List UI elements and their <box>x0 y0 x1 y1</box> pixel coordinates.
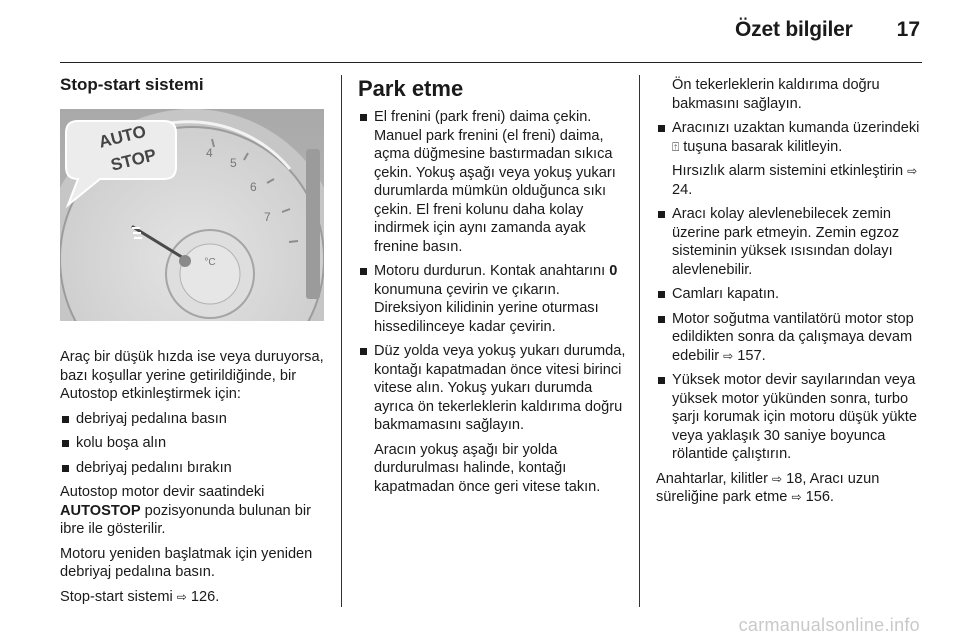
section-title-park-etme: Park etme <box>358 76 464 101</box>
tick-label: 7 <box>264 209 271 224</box>
text-span: Motoru durdurun. Kontak anahtarını <box>374 263 610 279</box>
text-span: Hırsızlık alarm sistemini etkinleştirin <box>672 163 908 179</box>
paragraph-autostop <box>60 483 328 539</box>
text-span: Autostop motor devir saatindeki <box>60 484 265 500</box>
list-item <box>358 262 626 336</box>
temp-gauge-label: °C <box>204 256 216 268</box>
autostop-badge-line1: AUTO <box>96 121 148 152</box>
tick-label: 6 <box>250 179 257 194</box>
page-number: 17 <box>896 18 920 41</box>
text-span: konumuna çevirin ve çıkarın. Direksiyon kilidinin yerine oturması hissedilinceye kadar çevirin. <box>374 281 599 335</box>
sub-paragraph: Aracın yokuş aşağı bir yolda durdurulması halinde, kontağı kapatmadan önce geri vitese takın. <box>374 441 601 495</box>
reference-arrow-icon[interactable]: ⇨ <box>723 348 734 363</box>
reference-text: Stop-start sistemi <box>60 588 177 605</box>
reference-arrow-icon: ⇨ <box>907 164 918 178</box>
text-span: 18, Aracı uzun süreliğine park etme <box>656 470 880 505</box>
page-header <box>735 18 920 48</box>
column-divider <box>639 75 640 607</box>
paragraph-intro: Araç bir düşük hızda ise veya duruyorsa, bazı koşullar yerine getirildiğinde, bir Autostop etkinleştirmek için: <box>60 349 324 402</box>
column-divider <box>341 75 342 607</box>
list-item: debriyaj pedalını bırakın <box>60 459 328 478</box>
lock-button-icon: ⍐ <box>672 139 680 154</box>
text-span: pozisyonunda bulunan bir ibre ile gösterilir. <box>60 502 311 537</box>
text-span: Anahtarlar, kilitler <box>656 470 772 487</box>
list-item: Aracı kolay alevlenebilecek zemin üzerine park etmeyin. Zemin egzoz sisteminin yüksek ısısından dolayı alevlenebilir. <box>656 205 926 279</box>
list-item: kolu boşa alın <box>60 434 328 453</box>
reference-page: 156. <box>801 489 834 505</box>
text-span: tuşuna basarak kilitleyin. <box>679 138 843 155</box>
autostop-tachometer-illustration <box>60 109 324 321</box>
text-span: Motor soğutma vantilatörü motor stop edildikten sonra da çalışmaya devam edebilir <box>672 310 914 364</box>
list-item: Yüksek motor devir sayılarından veya yüksek motor yükünden sonra, turbo şarjı korumak için motoru düşük yükte veya yaklaşık 30 saniye boyunca rölantide çalıştırın. <box>656 371 926 464</box>
reference-arrow-icon: ⇨ <box>176 589 187 604</box>
column-park-etme-cont <box>656 76 926 513</box>
header-divider <box>60 62 922 63</box>
autostop-term: AUTOSTOP <box>60 502 141 519</box>
reference-arrow-icon: ⇨ <box>791 490 802 504</box>
watermark: carmanualsonline.info <box>738 615 920 635</box>
column-park-etme <box>358 76 626 502</box>
cross-reference[interactable] <box>656 470 926 507</box>
cross-reference[interactable] <box>656 162 926 199</box>
list-item: debriyaj pedalına basın <box>60 410 328 429</box>
reference-arrow-icon: ⇨ <box>772 471 783 486</box>
reference-page: 126. <box>186 588 220 605</box>
tick-label: 5 <box>230 155 237 170</box>
column-stop-start <box>60 76 328 612</box>
tick-label: 4 <box>206 145 213 160</box>
reference-page: 24. <box>672 181 693 198</box>
list-item <box>656 119 926 156</box>
key-position: 0 <box>609 263 618 279</box>
autostop-badge-line2: STOP <box>108 144 159 175</box>
chapter-title: Özet bilgiler <box>735 18 853 41</box>
text-span: Aracınızı uzaktan kumanda üzerindeki <box>672 120 920 136</box>
paragraph-restart: Motoru yeniden başlatmak için yeniden debriyaj pedalına basın. <box>60 545 313 580</box>
list-item <box>656 310 926 366</box>
sub-paragraph: Ön tekerleklerin kaldırıma doğru bakmasını sağlayın. <box>672 77 880 112</box>
list-item: Camları kapatın. <box>656 285 926 304</box>
section-title-stop-start: Stop-start sistemi <box>60 75 204 94</box>
cross-reference[interactable] <box>60 588 328 607</box>
reference-page[interactable]: 157. <box>733 347 766 364</box>
list-item: El frenini (park freni) daima çekin. Manuel park frenini (el freni) daima, açma düğmesine bastırmadan sıkıca çekin. Yokuş aşağı veya yokuş yukarı durumlarda mümkün olduğunca sıkı çekin. El freni kolunu daha kolay indirmek için aynı zamanda ayak frenine basın. <box>358 108 626 256</box>
list-item: Düz yolda veya yokuş yukarı durumda, kontağı kapatmadan önce vitesi birinci vitese alın. Yokuş yukarı durumda ayrıca ön tekerleklerin kaldırıma doğru bakmamasını sağlayın. <box>358 342 626 435</box>
